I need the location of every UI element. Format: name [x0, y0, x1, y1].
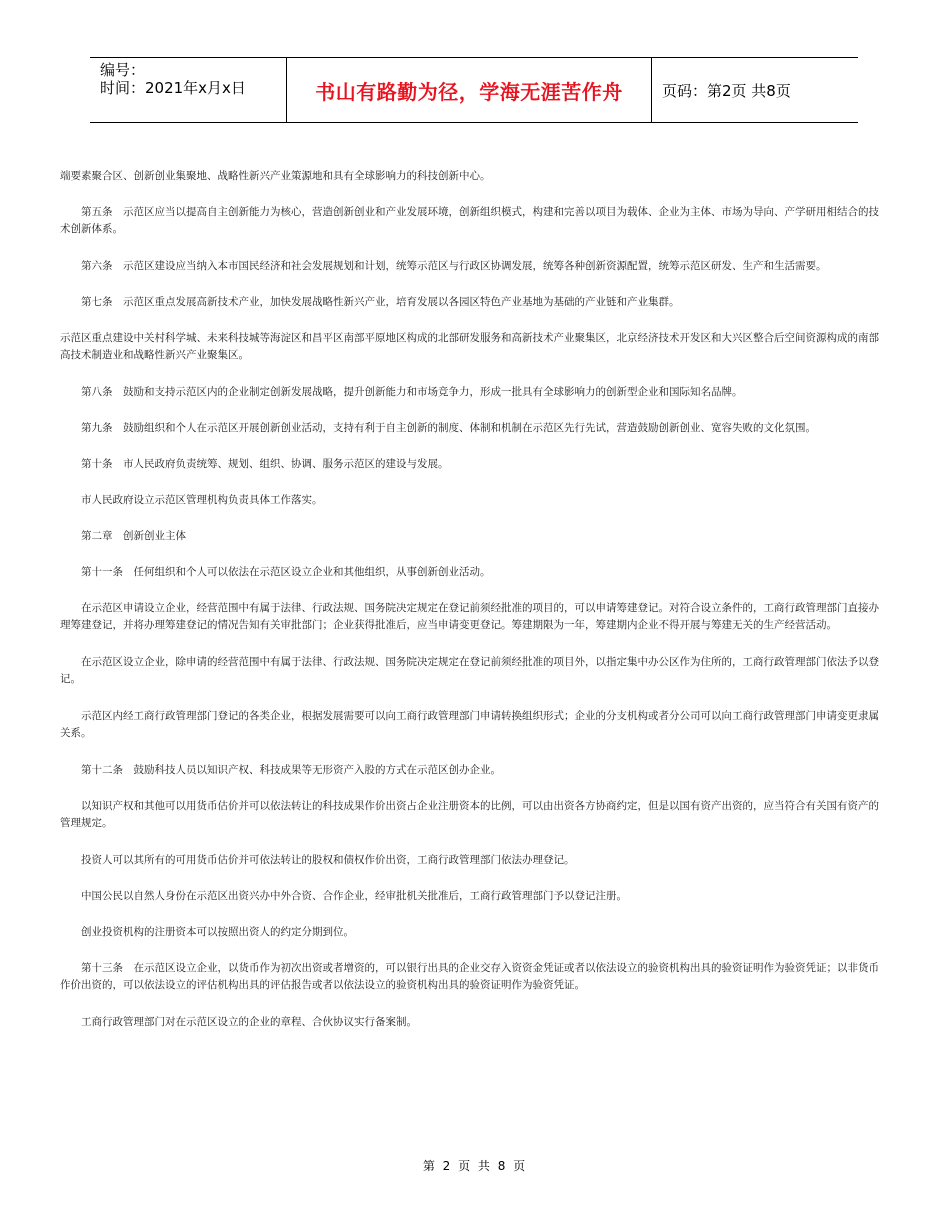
paragraph: 在示范区设立企业，除申请的经营范围中有属于法律、行政法规、国务院决定规定在登记前须经批准的项目外，以指定集中办公区作为住所的，工商行政管理部门依法予以登记。: [60, 656, 879, 685]
paragraph: 第十条 市人民政府负责统筹、规划、组织、协调、服务示范区的建设与发展。: [81, 458, 449, 470]
paragraph: 第九条 鼓励组织和个人在示范区开展创新创业活动，支持有利于自主创新的制度、体制和机制在示范区先行先试，营造鼓励创新创业、宽容失败的文化氛围。: [81, 422, 816, 434]
paragraph: 工商行政管理部门对在示范区设立的企业的章程、合伙协议实行备案制。: [81, 1016, 417, 1028]
header-page-label: 页码：第2页 共8页: [662, 81, 791, 100]
document-body: [60, 168, 888, 1031]
paragraph: 以知识产权和其他可以用货币估价并可以依法转让的科技成果作价出资占企业注册资本的比例，可以由出资各方协商约定，但是以国有资产出资的，应当符合有关国有资产的管理规定。: [60, 800, 879, 829]
paragraph: 第五条 示范区应当以提高自主创新能力为核心，营造创新创业和产业发展环境，创新组织模式，构建和完善以项目为载体、企业为主体、市场为导向、产学研用相结合的技术创新体系。: [60, 206, 879, 235]
paragraph: 示范区重点建设中关村科学城、未来科技城等海淀区和昌平区南部平原地区构成的北部研发服务和高新技术产业聚集区，北京经济技术开发区和大兴区整合后空间资源构成的南部高技术制造业和战略性新兴产业聚集区。: [60, 332, 879, 361]
paragraph: 示范区内经工商行政管理部门登记的各类企业，根据发展需要可以向工商行政管理部门申请转换组织形式；企业的分支机构或者分公司可以向工商行政管理部门申请变更隶属关系。: [60, 710, 879, 739]
chapter-heading: 第二章 创新创业主体: [81, 530, 186, 542]
paragraph: 端要素聚合区、创新创业集聚地、战略性新兴产业策源地和具有全球影响力的科技创新中心。: [60, 170, 491, 182]
header-meta: [90, 58, 286, 122]
page-footer: 第 2 页 共 8 页: [422, 1159, 528, 1173]
paragraph: 第十二条 鼓励科技人员以知识产权、科技成果等无形资产入股的方式在示范区创办企业。: [81, 764, 501, 776]
serial-label: 编号：: [100, 61, 146, 79]
paragraph: 第十一条 任何组织和个人可以依法在示范区设立企业和其他组织，从事创新创业活动。: [81, 566, 491, 578]
paragraph: 创业投资机构的注册资本可以按照出资人的约定分期到位。: [81, 926, 354, 938]
paragraph: 在示范区申请设立企业，经营范围中有属于法律、行政法规、国务院决定规定在登记前须经批准的项目的，可以申请筹建登记。对符合设立条件的，工商行政管理部门直接办理筹建登记，并将办理筹建登记的情况告知有关审批部门；企业获得批准后，应当申请变更登记。筹建期限为一年，筹建期内企业不得开展与筹建无关的生产经营活动。: [60, 602, 879, 631]
paragraph: 第六条 示范区建设应当纳入本市国民经济和社会发展规划和计划，统筹示范区与行政区协调发展，统筹各种创新资源配置，统筹示范区研发、生产和生活需要。: [81, 260, 827, 272]
paragraph: 第七条 示范区重点发展高新技术产业，加快发展战略性新兴产业，培育发展以各园区特色产业基地为基础的产业链和产业集群。: [81, 296, 680, 308]
header-motto: 书山有路勤为径，学海无涯苦作舟: [286, 58, 652, 122]
paragraph: 第八条 鼓励和支持示范区内的企业制定创新发展战略，提升创新能力和市场竞争力，形成一批具有全球影响力的创新型企业和国际知名品牌。: [81, 386, 743, 398]
paragraph: 第十三条 在示范区设立企业，以货币作为初次出资或者增资的，可以银行出具的企业交存入资资金凭证或者以依法设立的验资机构出具的验资证明作为验资凭证；以非货币作价出资的，可以依法设立的评估机构出具的评估报告或者以依法设立的验资机构出具的验资证明作为验资凭证。: [60, 962, 879, 991]
paragraph: 中国公民以自然人身份在示范区出资兴办中外合资、合作企业，经审批机关批准后，工商行政管理部门予以登记注册。: [81, 890, 627, 902]
time-label: 时间：2021年x月x日: [100, 79, 246, 97]
page-header: [90, 57, 858, 123]
paragraph: 投资人可以其所有的可用货币估价并可依法转让的股权和债权作价出资，工商行政管理部门依法办理登记。: [81, 854, 575, 866]
paragraph: 市人民政府设立示范区管理机构负责具体工作落实。: [81, 494, 323, 506]
